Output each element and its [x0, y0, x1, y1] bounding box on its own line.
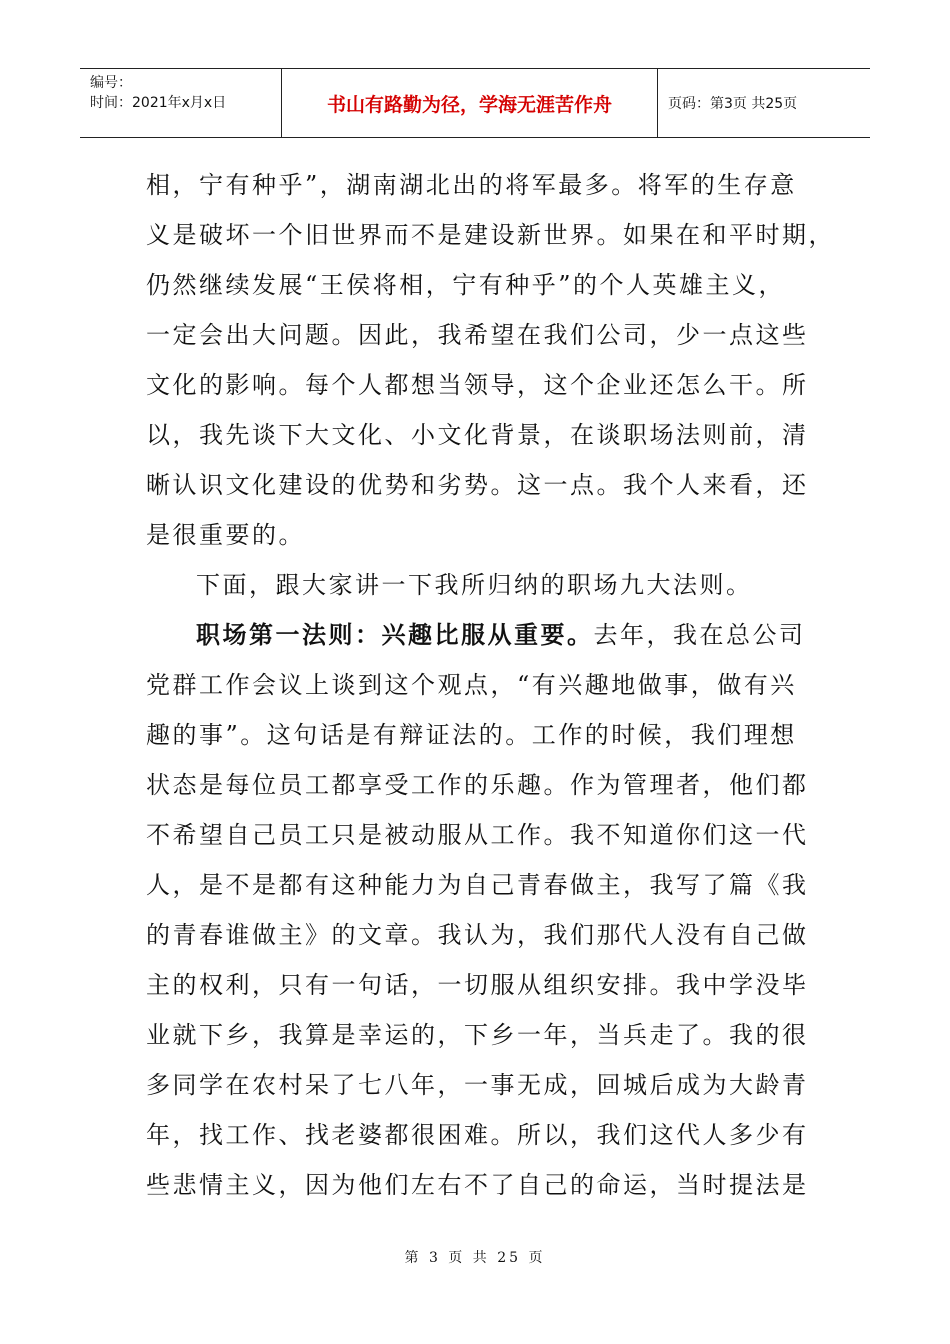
text-line: 是很重要的。 [146, 521, 305, 549]
rule-text-start: 去年，我在总公司 [593, 621, 806, 649]
paragraph-3 [146, 610, 809, 1210]
text-line [146, 610, 806, 660]
paragraph-2 [146, 560, 806, 610]
page-header [80, 68, 870, 138]
paragraph-1 [146, 160, 835, 560]
header-meta [80, 69, 282, 137]
page-footer: 第 3 页 共 25 页 [404, 1250, 546, 1266]
text-line: 的青春谁做主》的文章。我认为，我们那代人没有自己做 [146, 921, 809, 949]
text-line: 多同学在农村呆了七八年，一事无成，回城后成为大龄青 [146, 1071, 809, 1099]
text-line: 不希望自己员工只是被动服从工作。我不知道你们这一代 [146, 821, 809, 849]
text-line: 文化的影响。每个人都想当领导，这个企业还怎么干。所 [146, 371, 809, 399]
text-line: 下面，跟大家讲一下我所归纳的职场九大法则。 [196, 571, 753, 599]
header-motto: 书山有路勤为径，学海无涯苦作舟 [282, 69, 658, 137]
text-line: 趣的事”。这句话是有辩证法的。工作的时候，我们理想 [146, 721, 797, 749]
text-line: 相，宁有种乎”，湖南湖北出的将军最多。将军的生存意 [146, 171, 797, 199]
text-line: 一定会出大问题。因此，我希望在我们公司，少一点这些 [146, 321, 809, 349]
document-body [146, 160, 835, 1210]
text-line: 状态是每位员工都享受工作的乐趣。作为管理者，他们都 [146, 771, 809, 799]
text-line: 些悲情主义，因为他们左右不了自己的命运，当时提法是 [146, 1171, 809, 1199]
text-line: 义是破坏一个旧世界而不是建设新世界。如果在和平时期， [146, 221, 835, 249]
date-label: 时间：2021年x月x日 [90, 95, 227, 111]
text-line: 业就下乡，我算是幸运的，下乡一年，当兵走了。我的很 [146, 1021, 809, 1049]
text-line: 以，我先谈下大文化、小文化背景，在谈职场法则前，清 [146, 421, 809, 449]
text-line: 仍然继续发展“王侯将相，宁有种乎”的个人英雄主义， [146, 271, 786, 299]
text-line: 人，是不是都有这种能力为自己青春做主，我写了篇《我 [146, 871, 809, 899]
text-line: 年，找工作、找老婆都很困难。所以，我们这代人多少有 [146, 1121, 809, 1149]
number-label: 编号： [90, 75, 132, 91]
text-line: 主的权利，只有一句话，一切服从组织安排。我中学没毕 [146, 971, 809, 999]
text-line: 党群工作会议上谈到这个观点，“有兴趣地做事，做有兴 [146, 671, 797, 699]
header-page-label: 页码：第3页 共25页 [668, 96, 798, 112]
text-line: 晰认识文化建设的优势和劣势。这一点。我个人来看，还 [146, 471, 809, 499]
rule-heading: 职场第一法则：兴趣比服从重要。 [196, 620, 594, 649]
